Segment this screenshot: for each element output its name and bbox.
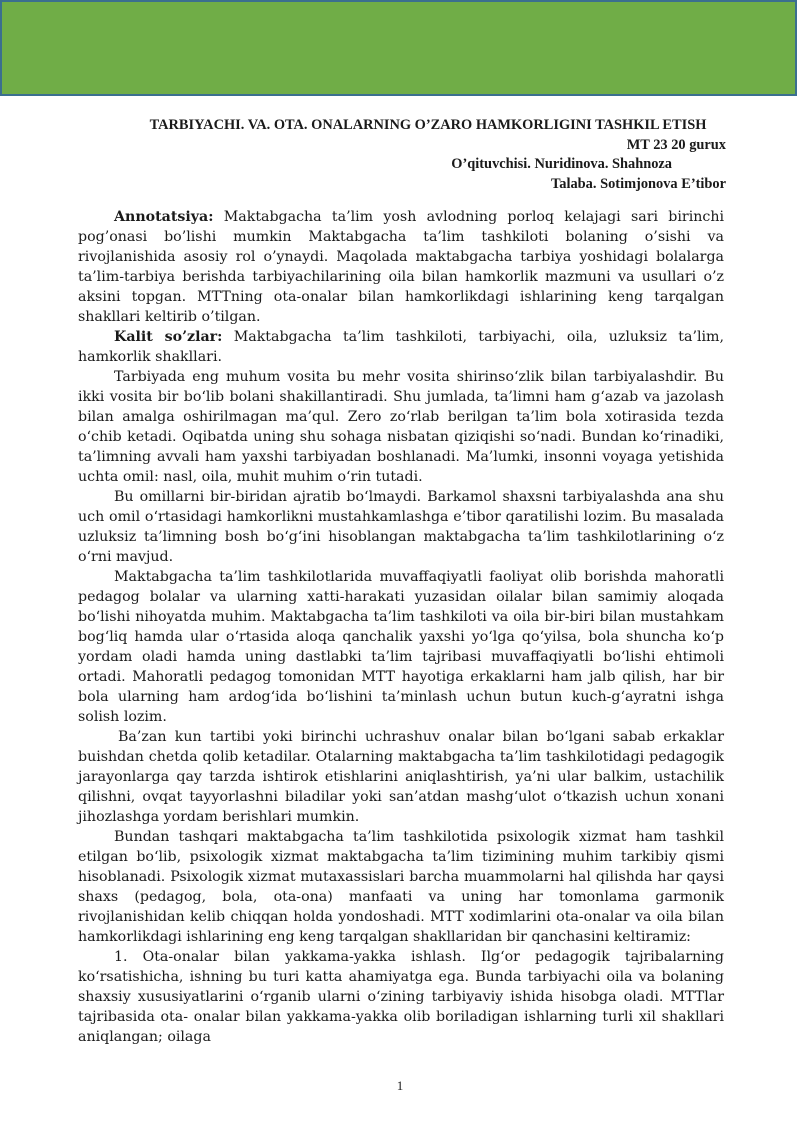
body-paragraph: 1. Ota-onalar bilan yakkama-yakka ishlash. Ilg‘or pedagogik tajribalarning ko‘rsatishicha, ishning bu turi katta ahamiyatga ega. Bunda tarbiyachi oila va bolaning shaxsiy xususiyatlarini o‘rganib ularni o‘zining tarbiyaviy ishida hisobga oladi. MTTlar tajribasida ota- onalar bilan yakkama-yakka olib boriladigan ishlarning turli xil shakllari aniqlangan; oilaga [78, 949, 724, 1045]
body-paragraph: Maktabgacha ta’lim tashkilotlarida muvaffaqiyatli faoliyat olib borishda mahoratli pedagog bolalar va ularning xatti-harakati yuzasidan oilalar bilan samimiy aloqada bo‘lishi nihoyatda muhim. Maktabgacha ta’lim tashkiloti va oila bir-biri bilan mustahkam bog‘liq hamda ular o‘rtasida aloqa qanchalik yaxshi yo‘lga qo‘yilsa, bola shuncha ko‘p yordam oladi hamda uning dastlabki ta’lim tajribasi muvaffaqiyatli bo‘lishi ehtimoli ortadi. Mahoratli pedagog tomonidan MTT hayotiga erkaklarni ham jalb qilish, har bir bola ularning ham ardog‘ida bo‘lishini ta’minlash uchun butun kuch-g‘ayratni ishga solish lozim. [78, 569, 724, 725]
abstract-paragraph [78, 207, 724, 327]
body-paragraph: Tarbiyada eng muhum vosita bu mehr vosita shirinso‘zlik bilan tarbiyalashdir. Bu ikki vosita bir bo‘lib bolani shakillantiradi. Shu jumlada, ta’limni ham g‘azab va jazolash bilan amalga oshirilmagan ma’qul. Zero zo‘rlab berilgan ta’lim bola xotirasida tezda o‘chib ketadi. Oqibatda uning shu sohaga nisbatan qiziqishi so‘nadi. Bundan ko‘rinadiki, ta’limning avvali ham yaxshi tarbiyadan boshlanadi. Ma’lumki, insonni voyaga yetishida uchta omil: nasl, oila, muhit muhim o‘rin tutadi. [78, 369, 724, 485]
keywords-text: Maktabgacha ta’lim tashkiloti, tarbiyachi, oila, uzluksiz ta’lim, hamkorlik shakllari. [78, 329, 725, 365]
body-paragraph: Ba’zan kun tartibi yoki birinchi uchrashuv onalar bilan bo‘lgani sabab erkaklar buishdan chetda qolib ketadilar. Otalarning maktabgacha ta’lim tashkilotidagi pedagogik jarayonlarga qay tarzda ishtirok etishlarini aniqlashtirish, ya’ni ular balkim, ustachilik qilishni, ovqat tayyorlashni biladilar yoki san’atdan mashg‘ulot o‘tkazish uchun xonani jihozlashga yordam berishlari mumkin. [78, 729, 724, 825]
body-paragraph: Bu omillarni bir-biridan ajratib bo‘lmaydi. Barkamol shaxsni tarbiyalashda ana shu uch omil o‘rtasidagi hamkorlikni mustahkamlashga e’tibor qaratilishi lozim. Bu masalada uzluksiz ta’limning bosh bo‘g‘ini hisoblangan maktabgacha ta’lim tashkilotlarining o‘z o‘rni mavjud. [78, 489, 724, 565]
body-paragraph: Bundan tashqari maktabgacha ta’lim tashkilotida psixologik xizmat ham tashkil etilgan bo‘lib, psixologik xizmat maktabgacha ta’lim tizimining muhim tarkibiy qismi hisoblanadi. Psixologik xizmat mutaxassislari barcha muammolarni hal qilishda har qaysi shaxs (pedagog, bola, ota-ona) manfaati va uning har tomonlama garmonik rivojlanishidan kelib chiqqan holda yondoshadi. MTT xodimlarini ota-onalar va oila bilan hamkorlikdagi ishlarining eng keng tarqalgan shakllaridan bir qanchasini keltiramiz: [78, 829, 724, 945]
group-code: MT 23 20 gurux [626, 136, 726, 153]
abstract-label: Annotatsiya: [114, 209, 214, 225]
article-body [78, 207, 724, 1047]
keywords-paragraph [78, 327, 724, 367]
document-title: TARBIYACHI. VA. OTA. ONALARNING O’ZARO HAMKORLIGINI TASHKIL ETISH [149, 117, 707, 133]
page-number: 1 [396, 1078, 404, 1093]
abstract-text: Maktabgacha ta’lim yosh avlodning porloq kelajagi sari birinchi pog’onasi bo’lishi mumkin Maktabgacha ta’lim tashkiloti bolaning o’sishi va rivojlanishida asosiy rol o’ynaydi. Maqolada maktabgacha tarbiya yoshidagi bolalarga ta’lim-tarbiya berishda tarbiyachilarining oila bilan hamkorlik mazmuni va usullari o’z aksini topgan. MTTning ota-onalar bilan hamkorlikdagi ishlarining keng tarqalgan shakllari keltirib o’tilgan. [78, 209, 725, 325]
keywords-label: Kalit so’zlar: [114, 329, 223, 345]
teacher-name: O’qituvchisi. Nuridinova. Shahnoza [451, 156, 672, 172]
header-banner [0, 0, 797, 96]
student-name: Talaba. Sotimjonova E’tibor [551, 175, 726, 192]
document-header [60, 116, 726, 194]
